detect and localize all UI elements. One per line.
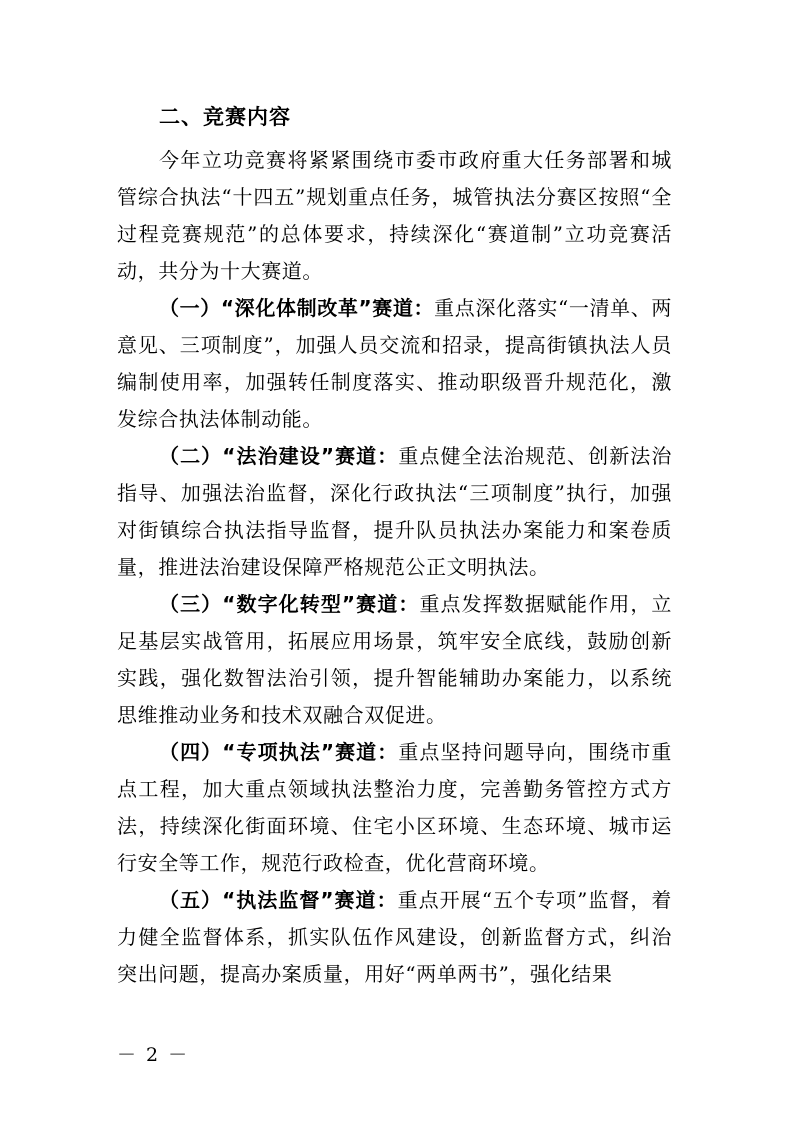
page-number: － 2 － (117, 1044, 190, 1066)
track-paragraph-4 (117, 734, 672, 882)
track-paragraph-3 (117, 586, 672, 734)
page-content (117, 104, 672, 993)
track-body-1: 重点深化落实“一清单、两意见、三项制度”，加强人员交流和招录，提高街镇执法人员编制使用率，加强转任制度落实、推动职级晋升规范化，激发综合执法体制动能。 (117, 296, 672, 431)
track-lead-2: （二）“法治建设”赛道： (159, 444, 399, 468)
track-paragraph-2 (117, 438, 672, 586)
track-paragraph-1 (117, 290, 672, 438)
intro-paragraph: 今年立功竞赛将紧紧围绕市委市政府重大任务部署和城管综合执法“十四五”规划重点任务，城管执法分赛区按照“全过程竞赛规范”的总体要求，持续深化“赛道制”立功竞赛活动，共分为十大赛道。 (117, 148, 672, 283)
track-body-3: 重点发挥数据赋能作用，立足基层实战管用，拓展应用场景，筑牢安全底线，鼓励创新实践，强化数智法治引领，提升智能辅助办案能力，以系统思维推动业务和技术双融合双促进。 (117, 592, 673, 727)
track-lead-4: （四）“专项执法”赛道： (159, 740, 399, 764)
track-body-4: 重点坚持问题导向，围绕市重点工程，加大重点领域执法整治力度，完善勤务管控方式方法，持续深化街面环境、住宅小区环境、生态环境、城市运行安全等工作，规范行政检查，优化营商环境。 (117, 740, 672, 875)
track-lead-1: （一）“深化体制改革”赛道： (159, 296, 435, 320)
track-lead-3: （三）“数字化转型”赛道： (159, 592, 420, 616)
track-lead-5: （五）“执法监督”赛道： (159, 888, 398, 912)
track-paragraph-5 (117, 882, 672, 993)
track-body-2: 重点健全法治规范、创新法治指导、加强法治监督，深化行政执法“三项制度”执行，加强对街镇综合执法指导监督，提升队员执法办案能力和案卷质量，推进法治建设保障严格规范公正文明执法。 (117, 444, 672, 579)
track-body-5: 重点开展“五个专项”监督，着力健全监督体系，抓实队伍作风建设，创新监督方式，纠治突出问题，提高办案质量，用好“两单两书”，强化结果 (117, 888, 672, 986)
section-heading: 二、竞赛内容 (159, 105, 291, 129)
